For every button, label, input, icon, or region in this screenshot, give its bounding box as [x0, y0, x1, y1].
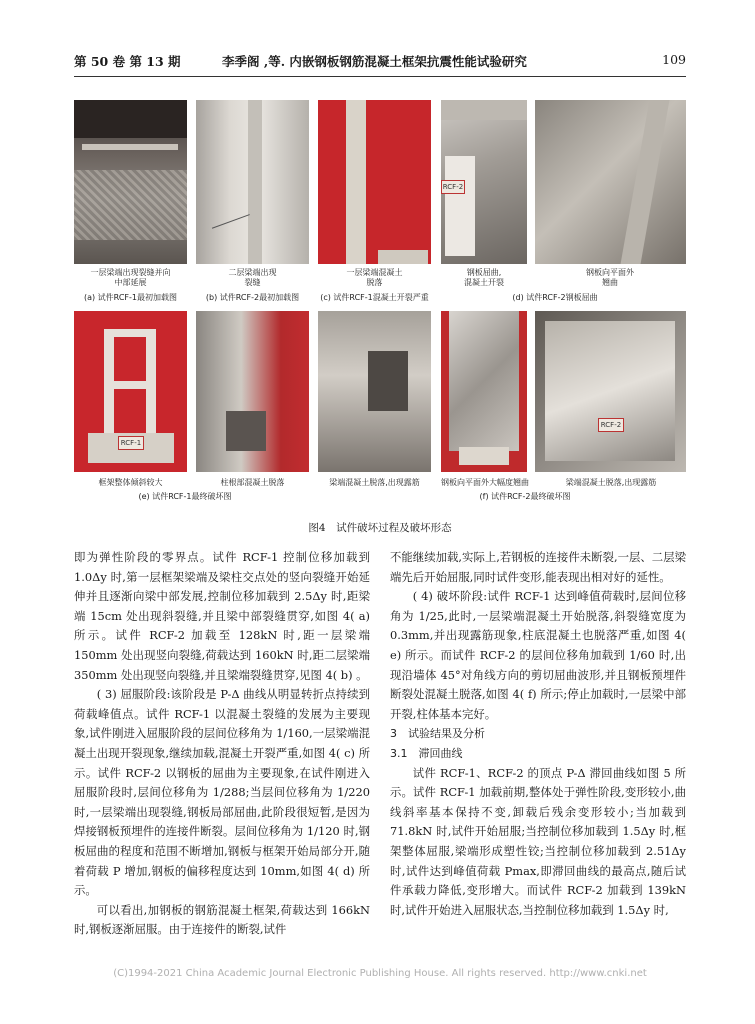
figure-caption: 图4 试件破坏过程及破坏形态: [308, 522, 452, 534]
photo-3: [318, 100, 431, 264]
photo-7: [196, 311, 309, 472]
photo-caption: 柱根部混凝土脱落: [220, 478, 285, 487]
running-header: [74, 52, 686, 72]
photo-caption: 一层梁端混凝土 脱落: [346, 268, 403, 287]
subfigure-label: (b) 试件RCF-2最初加载图: [205, 293, 300, 302]
photo-caption: 框架整体倾斜较大: [98, 478, 163, 487]
photo-1: [74, 100, 187, 264]
subfigure-label: (f) 试件RCF-2最终破坏图: [479, 492, 571, 501]
photo-2: [196, 100, 309, 264]
photo-caption: 钢板屈曲, 混凝土开裂: [464, 268, 504, 287]
photo-caption: 钢板向平面外大幅度翘曲: [441, 478, 529, 487]
section-heading: 3 试验结果及分析: [390, 727, 485, 741]
body-column-left: [74, 548, 370, 940]
subfigure-label: (e) 试件RCF-1最终破坏图: [138, 492, 232, 501]
photo-caption: 钢板向平面外 翘曲: [586, 268, 634, 287]
paragraph: 不能继续加载,实际上,若钢板的连接件未断裂,一层、二层梁端先后开始屈服,同时试件变形,能表现出相对好的延性。: [390, 550, 686, 584]
paragraph: 试件 RCF-1、RCF-2 的顶点 P-Δ 滞回曲线如图 5 所示。试件 RCF-1 加载前期,整体处于弹性阶段,变形较小,曲线斜率基本保持不变,卸载后残余变形较小;当加载到 71.8kN 时,试件开始屈服;当控制位移加载到 1.5Δy 时,框架整体屈服,梁端形成塑性铰;当控制位移加载到 2.51Δy 时,试件达到峰值荷载 Pmax,即滞回曲线的最高点,随后试件承载力降低,变形增大。而试件 RCF-2 加载到 139kN 时,试件开始进入屈服状态,当控制位移加载到 1.5Δy 时,: [390, 765, 686, 917]
section-heading: 3.1 滞回曲线: [390, 746, 463, 760]
subfigure-label: (d) 试件RCF-2钢板屈曲: [512, 293, 598, 302]
specimen-label: RCF-1: [118, 436, 144, 450]
photo-8: [318, 311, 431, 472]
photo-10: [535, 311, 686, 472]
paragraph: 即为弹性阶段的零界点。试件 RCF-1 控制位移加载到 1.0Δy 时,第一层框架梁端及梁柱交点处的竖向裂缝开始延伸并且逐渐向梁中部发展,控制位移加载到 2.5Δy 时,距梁端 15cm 处出现斜裂缝,并且梁中部裂缝贯穿,如图 4( a) 所示。试件 RCF-2 加载至 128kN 时,距一层梁端 150mm 处出现竖向裂缝,荷载达到 160kN 时,距二层梁端 350mm 处出现竖向裂缝,并且梁端裂缝贯穿,见图 4( b) 。: [74, 550, 370, 682]
copyright-watermark: (C)1994-2021 China Academic Journal Electronic Publishing House. All rights reserved. http://www.cnki.net: [113, 968, 647, 979]
photo-caption: 梁端混凝土脱落,出现露筋: [565, 478, 657, 487]
header-rule: [74, 76, 686, 77]
photo-caption: 梁端混凝土脱落,出现露筋: [329, 478, 420, 487]
subfigure-label: (c) 试件RCF-1混凝土开裂严重: [320, 293, 429, 302]
paragraph: ( 3) 屈服阶段:该阶段是 P-Δ 曲线从明显转折点持续到荷载峰值点。试件 RCF-1 以混凝土裂缝的发展为主要现象,试件刚进入屈服阶段的层间位移角为 1/160,一层梁端混凝土出现开裂现象,继续加载,混凝土开裂严重,如图 4( c) 所示。试件 RCF-2 以钢板的屈曲为主要现象,在试件刚进入屈服阶段时,层间位移角为 1/288;当层间位移角为 1/220 时,一层梁端出现裂缝,钢板局部屈曲,此阶段很短暂,是因为焊接钢板预埋件的连接件断裂。层间位移角为 1/120 时,钢板屈曲的程度和范围不断增加,钢板与框架开始局部分开,随着荷载 P 增加,钢板的偏移程度达到 10mm,如图 4( d) 所示。: [74, 687, 370, 898]
article-title: 李季阁 ,等. 内嵌钢板钢筋混凝土框架抗震性能试验研究: [222, 54, 527, 69]
photo-caption: 一层梁端出现裂缝并向 中部延展: [90, 268, 171, 287]
journal-volume: 第 50 卷 第 13 期: [74, 54, 181, 69]
page-number: 109: [662, 52, 686, 67]
paragraph: ( 4) 破坏阶段:试件 RCF-1 达到峰值荷载时,层间位移角为 1/25,此时,一层梁端混凝土开始脱落,斜裂缝宽度为 0.3mm,并出现露筋现象,柱底混凝土也脱落严重,如图 4( e) 所示。而试件 RCF-2 的层间位移角加载到 1/60 时,出现沿墙体 45°对角线方向的剪切屈曲波形,并且钢板预埋件断裂处混凝土脱落,如图 4( f) 所示;停止加载时,一层梁中部开裂,柱体基本完好。: [390, 589, 686, 721]
body-column-right: [390, 548, 686, 920]
photo-9: [441, 311, 527, 472]
specimen-label: RCF-2: [441, 180, 465, 194]
subfigure-label: (a) 试件RCF-1最初加载图: [83, 293, 177, 302]
specimen-label: RCF-2: [598, 418, 624, 432]
paragraph: 可以看出,加钢板的钢筋混凝土框架,荷载达到 166kN 时,钢板逐渐屈服。由于连接件的断裂,试件: [74, 902, 370, 937]
photo-caption: 二层梁端出现 裂缝: [228, 268, 277, 287]
photo-5: [535, 100, 686, 264]
